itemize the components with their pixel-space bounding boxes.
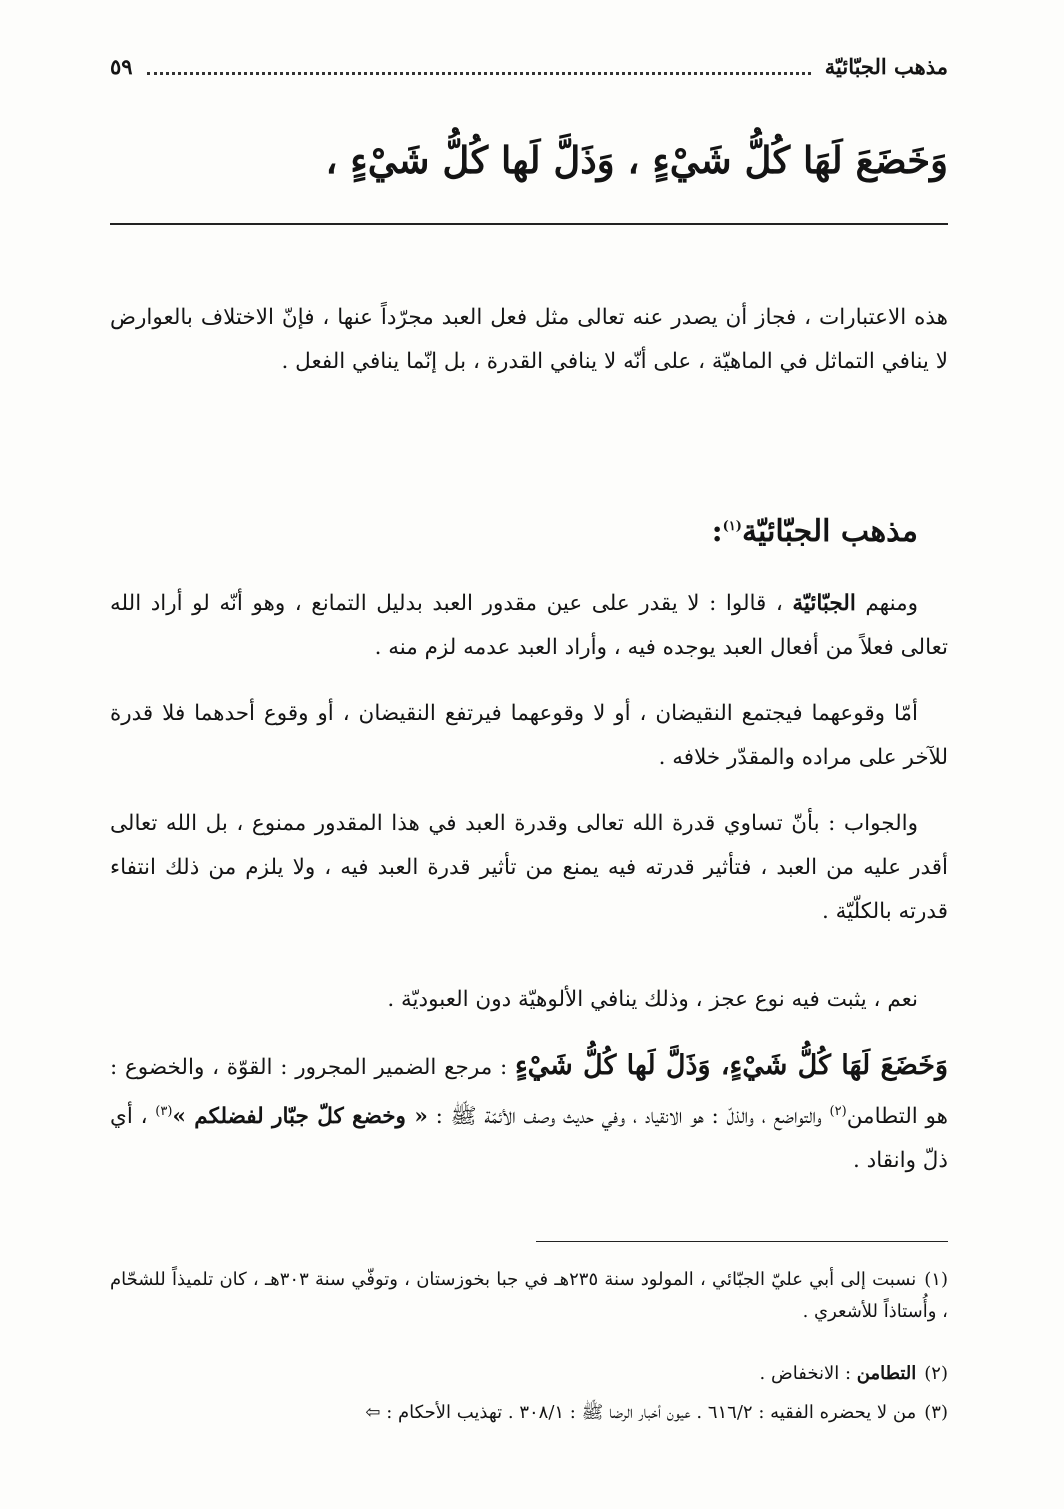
paragraph-verse-commentary: [110, 1044, 948, 1183]
footnote-ref-1[interactable]: (١): [722, 519, 742, 534]
footnote-3-text: من لا يحضره الفقيه : ٦١٦/٢ . عيون أخبار الرضا ﷺ : ٣٠٨/١ . تهذيب الأحكام :: [386, 1402, 917, 1423]
section-heading-text: مذهب الجبّائيّة: [741, 514, 918, 549]
footnote-1-text: نسبت إلى أبي عليّ الجبّائي ، المولود سنة ٢٣٥هـ في جبا بخوزستان ، وتوفّي سنة ٣٠٣هـ ، كان تلميذاً للشحّام ، وأُستاذاً للأشعري .: [110, 1269, 948, 1322]
paragraph-nam: نعم ، يثبت فيه نوع عجز ، وذلك ينافي الألوهيّة دون العبوديّة .: [387, 987, 918, 1012]
p5-text1: : مرجع الضمير المجرور : القوّة ، والخضوع : هو التطامن: [110, 1055, 948, 1130]
p5-text3: :: [435, 1104, 443, 1130]
footnote-2-number: (٢): [924, 1363, 948, 1384]
footnote-2-text: : الانخفاض .: [759, 1363, 852, 1384]
p1-bold-term: الجبّائيّة: [792, 591, 856, 616]
footnote-ref-2[interactable]: (٢): [829, 1104, 847, 1119]
paragraph-answer: والجواب : بأنّ تساوي قدرة الله تعالى وقدرة العبد في هذا المقدور ممنوع ، بل الله تعالى أقدر عليه من العبد ، فتأثير قدرته فيه يمنع من تأثير قدرة العبد فيه ، ولا يلزم من ذلك انتفاء قدرته بالكلّيّة .: [110, 811, 948, 924]
footnote-1-number: (١): [924, 1269, 948, 1290]
p1-rest: ، قالوا : لا يقدر على عين مقدور العبد بدليل التمانع ، وهو أنّه لو أراد الله تعالى فعلاً من أفعال العبد يوجده فيه ، وأراد العبد عدمه لزم منه .: [110, 591, 948, 660]
footnote-ref-3[interactable]: (٣): [155, 1104, 173, 1119]
header-leader-dots: [147, 58, 811, 75]
p5-text2: والتواضع ، والذلّ : هو الانقياد ، وفي حديث وصف الأئمّة: [484, 1104, 822, 1130]
footnote-3-number: (٣): [924, 1402, 948, 1423]
p5-quran-quote: وَخَضَعَ لَهَا كُلُّ شَيْءٍ، وَذَلَّ لَها كُلُّ شَيْءٍ: [514, 1050, 948, 1081]
section-heading: [712, 514, 918, 549]
document-page: [110, 40, 948, 1480]
honorific-symbol: ﷺ: [450, 1104, 477, 1130]
footnote-3: [110, 1397, 948, 1429]
running-header: [110, 46, 948, 86]
hadith-quote: « وخضع كلّ جبّار لفضلكم »: [172, 1104, 428, 1130]
footnote-2-term: التطامن: [856, 1363, 917, 1384]
intro-paragraph: هذه الاعتبارات ، فجاز أن يصدر عنه تعالى مثل فعل العبد مجرّداً عنها ، فإنّ الاختلاف بالعوارض لا ينافي التماثل في الماهيّة ، على أنّه لا ينافي القدرة ، بل إنّما ينافي الفعل .: [110, 305, 948, 374]
paragraph-jubbaiyya: [110, 582, 948, 670]
quran-verse-heading: وَخَضَعَ لَهَا كُلُّ شَيْءٍ ، وَذَلَّ لَها كُلُّ شَيْءٍ ،: [325, 138, 948, 182]
p5-text4: ، أي ذلّ وانقاد .: [110, 1104, 948, 1174]
header-title: مذهب الجبّائيّة: [824, 53, 948, 79]
footnote-2: [110, 1358, 948, 1390]
footnote-1: [110, 1264, 948, 1328]
page-number: ٥٩: [110, 53, 133, 79]
section-heading-colon: :: [711, 514, 723, 549]
continuation-arrow-icon: ⇦: [365, 1402, 381, 1423]
paragraph-contradiction: أمّا وقوعهما فيجتمع النقيضان ، أو لا وقوعهما فيرتفع النقيضان ، أو وقوع أحدهما فلا قدرة للآخر على مراده والمقدّر خلافه .: [110, 701, 948, 770]
top-divider: [110, 223, 948, 225]
footnote-divider: [536, 1241, 948, 1242]
p1-lead: ومنهم: [865, 591, 918, 616]
